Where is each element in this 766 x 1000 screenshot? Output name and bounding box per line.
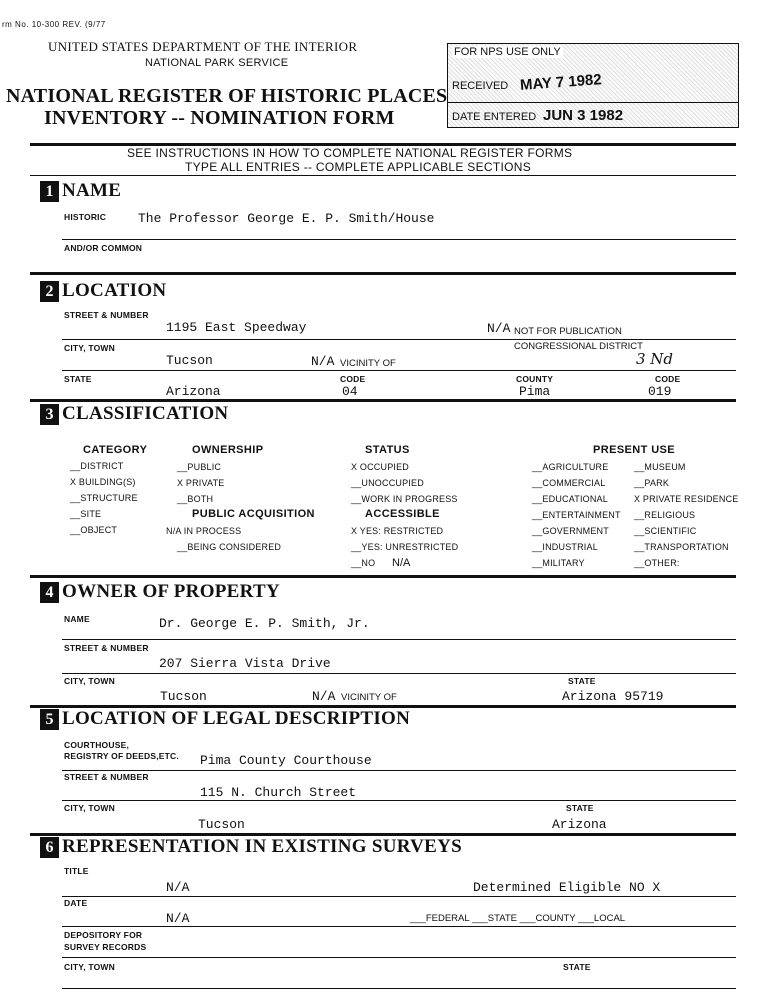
section-2-heading [40, 280, 166, 302]
section-4-heading [40, 581, 280, 603]
checkbox-other[interactable]: __OTHER: [634, 558, 680, 568]
accessible-na[interactable]: N/A [392, 557, 411, 569]
state-label: STATE [64, 374, 92, 384]
field-rule [62, 957, 736, 958]
section-5-heading [40, 708, 410, 730]
checkbox-being-considered[interactable]: __BEING CONSIDERED [177, 542, 282, 552]
owner-name-value[interactable]: Dr. George E. P. Smith, Jr. [159, 616, 370, 631]
legal-state-value[interactable]: Arizona [552, 817, 607, 832]
section-number: 3 [40, 404, 59, 425]
field-rule [62, 370, 736, 371]
field-rule [62, 926, 736, 927]
section-number: 1 [40, 181, 59, 202]
section-number: 2 [40, 281, 59, 302]
checkbox-structure[interactable]: __STRUCTURE [70, 493, 138, 503]
checkbox-educational[interactable]: __EDUCATIONAL [532, 494, 608, 504]
owner-city-label: CITY, TOWN [64, 676, 115, 686]
checkbox-private-residence[interactable]: X PRIVATE RESIDENCE [634, 494, 739, 504]
owner-city-value[interactable]: Tucson [160, 689, 207, 704]
section-rule [30, 399, 736, 402]
checkbox-object[interactable]: __OBJECT [70, 525, 118, 535]
survey-records-label: SURVEY RECORDS [64, 942, 147, 952]
owner-vicinity-label: VICINITY OF [341, 692, 397, 703]
form-number: rm No. 10-300 REV. (9/77 [2, 20, 106, 29]
section-3-heading [40, 403, 228, 425]
code-label: CODE [340, 374, 366, 384]
acquisition-heading: PUBLIC ACQUISITION [192, 508, 315, 520]
checkbox-in-process[interactable]: N/A IN PROCESS [166, 526, 242, 536]
checkbox-no[interactable]: __NO [351, 558, 376, 568]
section-rule [30, 575, 736, 578]
courthouse-label: COURTHOUSE, [64, 740, 130, 750]
owner-street-value[interactable]: 207 Sierra Vista Drive [159, 656, 331, 671]
vicinity-label: VICINITY OF [340, 358, 396, 369]
received-label: RECEIVED [452, 80, 509, 92]
nfp-label: NOT FOR PUBLICATION [514, 326, 622, 337]
checkbox-industrial[interactable]: __INDUSTRIAL [532, 542, 598, 552]
checkbox-occupied[interactable]: X OCCUPIED [351, 462, 410, 472]
ownership-heading: OWNERSHIP [192, 444, 264, 456]
field-rule [62, 639, 736, 640]
common-label: AND/OR COMMON [64, 243, 143, 253]
survey-date-label: DATE [64, 898, 88, 908]
checkbox-public[interactable]: __PUBLIC [177, 462, 222, 472]
present-use-heading: PRESENT USE [593, 444, 676, 456]
instructions-rule [30, 175, 736, 176]
nps-divider [448, 102, 738, 103]
survey-title-value[interactable]: N/A [166, 880, 190, 895]
checkbox-buildings[interactable]: X BUILDING(S) [70, 477, 136, 487]
category-heading: CATEGORY [83, 444, 148, 456]
checkbox-site[interactable]: __SITE [70, 509, 102, 519]
state-value[interactable]: Arizona [166, 384, 221, 399]
field-rule [62, 239, 736, 240]
legal-city-value[interactable]: Tucson [198, 817, 245, 832]
accessible-heading: ACCESSIBLE [365, 508, 440, 520]
checkbox-religious[interactable]: __RELIGIOUS [634, 510, 696, 520]
checkbox-scientific[interactable]: __SCIENTIFIC [634, 526, 697, 536]
checkbox-yes-restricted[interactable]: X YES: RESTRICTED [351, 526, 444, 536]
field-rule [62, 896, 736, 897]
historic-value[interactable]: The Professor George E. P. Smith/House [138, 211, 435, 226]
service-name: NATIONAL PARK SERVICE [145, 57, 289, 69]
owner-street-label: STREET & NUMBER [64, 643, 149, 653]
owner-name-label: NAME [64, 614, 90, 624]
section-title: LOCATION [62, 280, 167, 301]
section-number: 5 [40, 709, 59, 730]
checkbox-unoccupied[interactable]: __UNOCCUPIED [351, 478, 424, 488]
checkbox-district[interactable]: __DISTRICT [70, 461, 124, 471]
checkbox-park[interactable]: __PARK [634, 478, 670, 488]
survey-levels[interactable]: ___FEDERAL ___STATE ___COUNTY ___LOCAL [410, 913, 626, 924]
checkbox-transportation[interactable]: __TRANSPORTATION [634, 542, 729, 552]
code2-label: CODE [655, 374, 681, 384]
status-heading: STATUS [365, 444, 410, 456]
checkbox-private[interactable]: X PRIVATE [177, 478, 225, 488]
legal-street-value[interactable]: 115 N. Church Street [200, 785, 357, 800]
field-rule [62, 770, 736, 771]
depository-label: DEPOSITORY FOR [64, 930, 143, 940]
section-title: LOCATION OF LEGAL DESCRIPTION [62, 708, 411, 729]
survey-state-label: STATE [563, 962, 591, 972]
field-rule [62, 673, 736, 674]
field-rule [62, 339, 736, 340]
section-rule [30, 272, 736, 275]
checkbox-yes-unrestricted[interactable]: __YES: UNRESTRICTED [351, 542, 459, 552]
checkbox-both[interactable]: __BOTH [177, 494, 214, 504]
checkbox-work-in-progress[interactable]: __WORK IN PROGRESS [351, 494, 458, 504]
owner-state-value[interactable]: Arizona 95719 [562, 689, 664, 704]
owner-state-label: STATE [568, 676, 596, 686]
survey-title-label: TITLE [64, 866, 89, 876]
checkbox-agriculture[interactable]: __AGRICULTURE [532, 462, 609, 472]
historic-label: HISTORIC [64, 212, 107, 222]
courthouse-value[interactable]: Pima County Courthouse [200, 753, 372, 768]
nps-label: FOR NPS USE ONLY [454, 46, 561, 58]
section-6-heading [40, 836, 462, 858]
district-label: CONGRESSIONAL DISTRICT [514, 341, 643, 352]
city-value[interactable]: Tucson [166, 353, 213, 368]
code2-value[interactable]: 019 [648, 384, 672, 399]
nps-use-box [447, 43, 739, 128]
checkbox-museum[interactable]: __MUSEUM [634, 462, 686, 472]
instructions-line1: SEE INSTRUCTIONS IN HOW TO COMPLETE NATIONAL REGISTER FORMS [127, 146, 573, 160]
field-rule [62, 988, 736, 989]
form-title-line1: NATIONAL REGISTER OF HISTORIC PLACES [6, 85, 448, 107]
section-title: REPRESENTATION IN EXISTING SURVEYS [62, 836, 463, 857]
survey-city-label: CITY, TOWN [64, 962, 115, 972]
checkbox-government[interactable]: __GOVERNMENT [532, 526, 609, 536]
survey-date-value[interactable]: N/A [166, 911, 190, 926]
city-label: CITY, TOWN [64, 343, 115, 353]
county-value[interactable]: Pima [519, 384, 551, 399]
received-stamp: MAY 7 1982 [519, 71, 603, 94]
department-name: UNITED STATES DEPARTMENT OF THE INTERIOR [48, 39, 358, 54]
legal-state-label: STATE [566, 803, 594, 813]
form-title-line2: INVENTORY -- NOMINATION FORM [44, 107, 395, 129]
checkbox-entertainment[interactable]: __ENTERTAINMENT [532, 510, 621, 520]
section-title: OWNER OF PROPERTY [62, 581, 281, 602]
registry-label: REGISTRY OF DEEDS,ETC. [64, 751, 179, 761]
code-value[interactable]: 04 [342, 384, 358, 399]
eligibility-value[interactable]: Determined Eligible NO X [473, 880, 661, 895]
date-entered-stamp: JUN 3 1982 [543, 107, 624, 124]
legal-street-label: STREET & NUMBER [64, 772, 149, 782]
section-1-heading [40, 180, 121, 202]
nfp-value[interactable]: N/A [487, 321, 511, 336]
vicinity-value[interactable]: N/A [311, 354, 335, 369]
street-label: STREET & NUMBER [64, 310, 149, 320]
checkbox-commercial[interactable]: __COMMERCIAL [532, 478, 606, 488]
street-value[interactable]: 1195 East Speedway [166, 320, 307, 335]
section-number: 4 [40, 582, 59, 603]
section-title: CLASSIFICATION [62, 403, 229, 424]
field-rule [62, 800, 736, 801]
legal-city-label: CITY, TOWN [64, 803, 115, 813]
county-label: COUNTY [516, 374, 554, 384]
owner-vicinity-value[interactable]: N/A [312, 689, 336, 704]
date-entered-label: DATE ENTERED [452, 111, 537, 123]
section-number: 6 [40, 837, 59, 858]
instructions-line2: TYPE ALL ENTRIES -- COMPLETE APPLICABLE SECTIONS [185, 160, 532, 174]
section-title: NAME [62, 180, 122, 201]
district-value[interactable]: 3 Nd [636, 350, 674, 368]
checkbox-military[interactable]: __MILITARY [532, 558, 585, 568]
